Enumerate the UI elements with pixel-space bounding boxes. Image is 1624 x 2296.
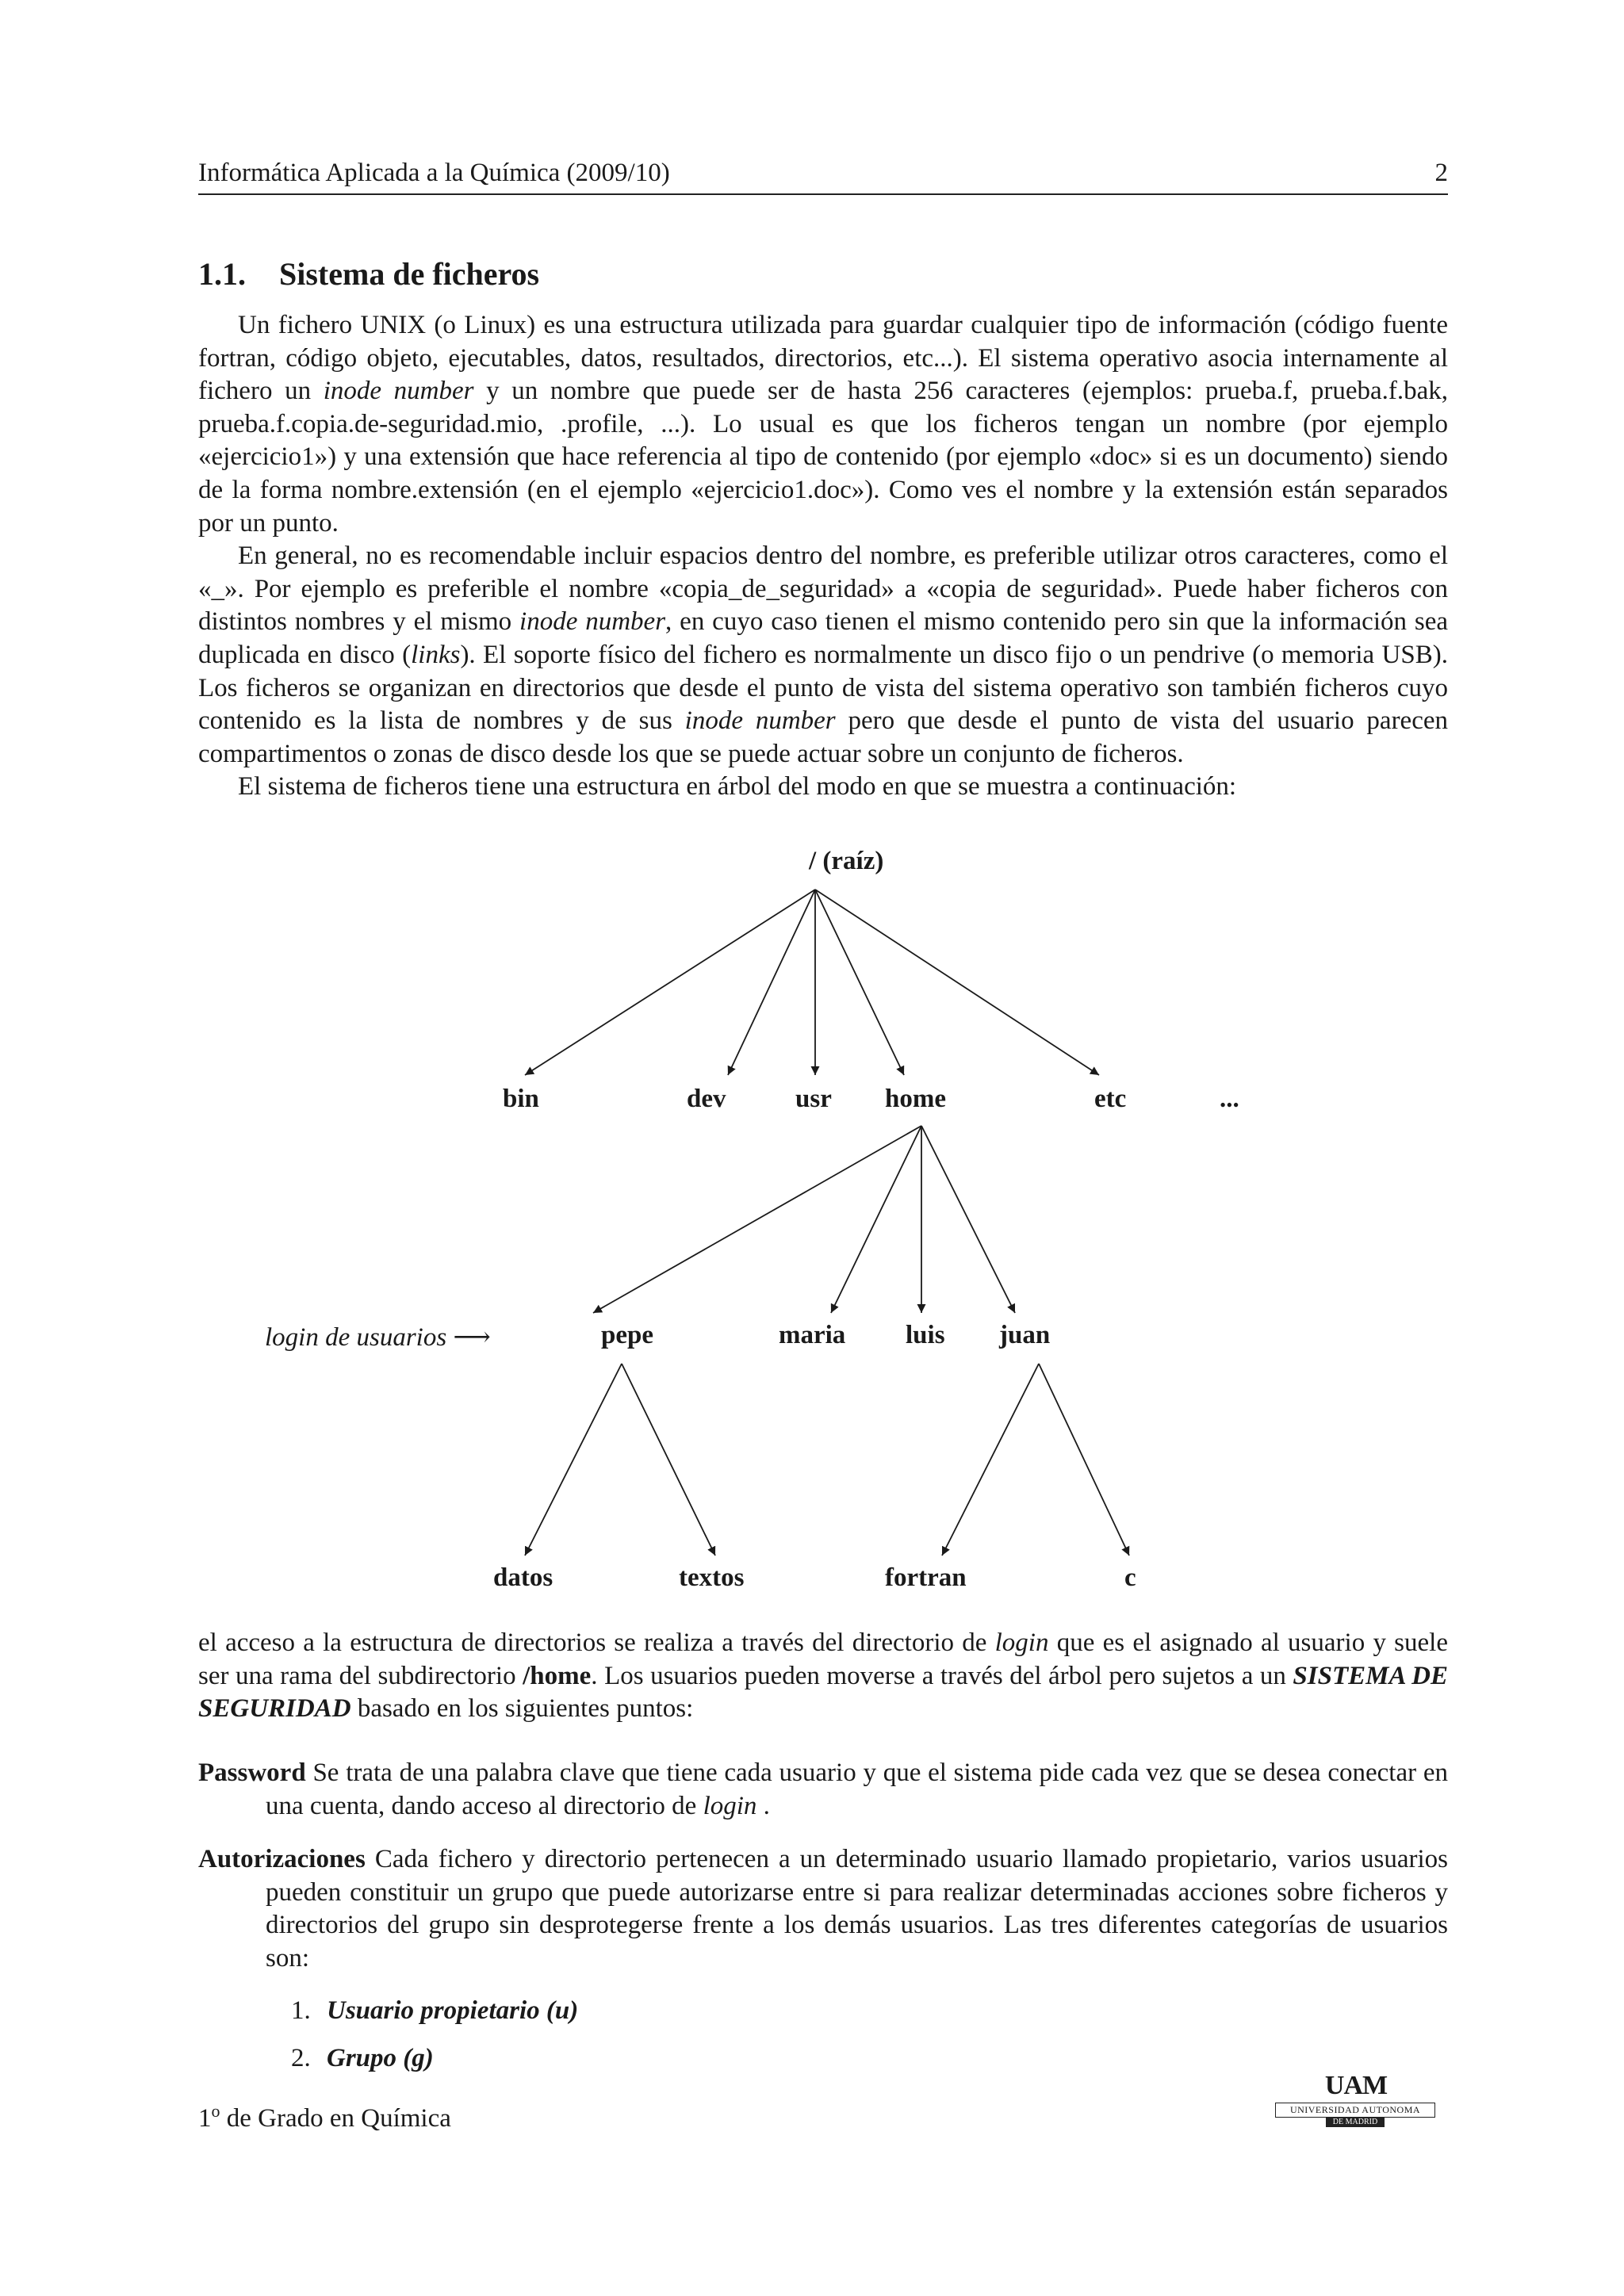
edge-home-pepe <box>593 1126 921 1313</box>
node-etc: etc <box>1094 1085 1127 1113</box>
logo-line-1: UNIVERSIDAD AUTONOMA <box>1275 2103 1435 2118</box>
term-autorizaciones: Autorizaciones <box>198 1845 366 1873</box>
edge-juan-c <box>1039 1364 1129 1556</box>
definition-item <box>198 1843 1448 1975</box>
node-home: home <box>885 1085 946 1113</box>
p4-text-a: el acceso a la estructura de directorios se realiza a través del directorio de <box>198 1628 995 1657</box>
tree-edges <box>0 825 1624 1601</box>
page-footer <box>198 2101 451 2133</box>
paragraph-4 <box>198 1627 1448 1726</box>
logo-mark: UAM <box>1324 2071 1388 2100</box>
footer-text: de Grado en Química <box>220 2104 451 2133</box>
p2-emphasis-3: inode number <box>684 706 836 736</box>
p2-emphasis-1: inode number <box>519 607 666 637</box>
page-header <box>198 155 1448 195</box>
p1-text-a: Un fichero UNIX (o Linux) es una estructura utilizada para guardar cualquier tipo de información (código fuente fortran, código objeto, ejecutables, datos, resultados, directorios, etc...). El sistema operativo asocia internamente al fichero un <box>198 311 1448 406</box>
node-dev: dev <box>687 1085 726 1113</box>
p4-text-d: basado en los siguientes puntos: <box>350 1694 694 1724</box>
p2-text-a: En general, no es recomendable incluir espacios dentro del nombre, es preferible utilizar otros caracteres, como el «_». Por ejemplo es preferible el nombre «copia_de_seguridad» a «copia de seguridad». Puede haber ficheros con distintos nombres y el mismo <box>198 541 1448 637</box>
arrow-right-icon: ⟶ <box>453 1323 491 1352</box>
definition-item <box>198 1757 1448 1823</box>
node-pepe: pepe <box>601 1321 653 1349</box>
logo-line-2: DE MADRID <box>1326 2117 1385 2127</box>
edge-pepe-textos <box>622 1364 715 1556</box>
p1-emphasis: inode number <box>323 377 474 406</box>
section-title: Sistema de ficheros <box>279 256 540 292</box>
node-fortran: fortran <box>885 1563 967 1592</box>
edge-home-juan <box>921 1126 1015 1313</box>
p4-emphasis: login <box>994 1628 1049 1657</box>
list-label: Grupo (g) <box>327 2044 434 2072</box>
after-tree-text <box>198 1627 1448 1726</box>
list-item <box>291 1995 578 2042</box>
node-c: c <box>1124 1563 1136 1592</box>
p2-text-b: , en cuyo caso tienen el mismo contenido pero sin que la información sea duplicada en disco ( <box>198 607 1448 669</box>
paragraph-2 <box>198 540 1448 771</box>
list-number: 2. <box>291 2044 311 2072</box>
p4-strong-security: SISTEMA DE SEGURIDAD <box>198 1661 1449 1724</box>
header-title: Informática Aplicada a la Química (2009/10) <box>198 159 670 187</box>
password-text-b: . <box>756 1791 770 1820</box>
page-number: 2 <box>1434 159 1448 187</box>
edge-juan-fortran <box>942 1364 1039 1556</box>
node-luis: luis <box>906 1321 945 1349</box>
node-root: / (raíz) <box>809 847 884 875</box>
edge-root-home <box>815 890 904 1075</box>
node-bin: bin <box>503 1085 539 1113</box>
login-users-label <box>265 1321 491 1353</box>
paragraph-1 <box>198 309 1448 540</box>
paragraph-3: El sistema de ficheros tiene una estructura en árbol del modo en que se muestra a continuación: <box>238 772 1237 802</box>
node-maria: maria <box>779 1321 846 1349</box>
p1-text-b: y un nombre que puede ser de hasta 256 caracteres (ejemplos: prueba.f, prueba.f.bak, prueba.f.copia.de-seguridad.mio, .profile, ...). Lo usual es que los ficheros tengan un nombre (por ejemplo «ejercicio1») y una extensión que hace referencia al tipo de contenido (por ejemplo «doc» si es un documento) siendo de la forma nombre.extensión (en el ejemplo «ejercicio1.doc»). Como ves el nombre y la extensión están separados por un punto. <box>198 377 1449 538</box>
p4-text-b: que es el asignado al usuario y suele ser una rama del subdirectorio <box>198 1628 1448 1690</box>
footer-superscript: o <box>211 2101 220 2121</box>
user-categories-list <box>291 1995 578 2090</box>
edge-home-maria <box>831 1126 921 1313</box>
p2-text-d: pero que desde el punto de vista del usuario parecen compartimentos o zonas de disco desde los que se puede actuar sobre un conjunto de ficheros. <box>198 706 1448 768</box>
list-number: 1. <box>291 1996 311 2025</box>
directory-tree-diagram <box>0 825 1624 1601</box>
list-item <box>291 2042 578 2090</box>
list-label: Usuario propietario (u) <box>327 1996 579 2025</box>
footer-number: 1 <box>198 2104 212 2133</box>
p2-text-c: ). El soporte físico del fichero es normalmente un disco fijo o un pendrive (o memoria USB). Los ficheros se organizan en directorios que desde el punto de vista del sistema operativo son también ficheros cuyo contenido es la lista de nombres y de sus <box>198 640 1448 736</box>
node-more: ... <box>1220 1085 1239 1113</box>
p4-text-c: . Los usuarios pueden moverse a través del árbol pero sujetos a un <box>591 1661 1293 1690</box>
node-textos: textos <box>679 1563 745 1592</box>
password-text-a: Se trata de una palabra clave que tiene cada usuario y que el sistema pide cada vez que se desea conectar en una cuenta, dando acceso al directorio de <box>266 1758 1449 1820</box>
section-heading <box>198 255 539 293</box>
autorizaciones-text: Cada fichero y directorio pertenecen a un determinado usuario llamado propietario, varios usuarios pueden constituir un grupo que puede autorizarse entre si para realizar determinadas acciones sobre ficheros y directorios del grupo sin desprotegerse frente a los demás usuarios. Las tres diferentes categorías de usuarios son: <box>266 1845 1449 1973</box>
edge-pepe-datos <box>525 1364 622 1556</box>
intro-text <box>198 309 1448 804</box>
p4-strong-home: /home <box>523 1661 592 1690</box>
edge-root-etc <box>815 890 1099 1075</box>
definition-password <box>198 1757 1448 1823</box>
uam-logo <box>1269 2071 1443 2126</box>
node-datos: datos <box>493 1563 553 1592</box>
p2-emphasis-2: links <box>411 640 461 669</box>
term-password: Password <box>198 1758 306 1787</box>
node-usr: usr <box>795 1085 832 1113</box>
node-juan: juan <box>999 1321 1051 1349</box>
definition-autorizaciones <box>198 1843 1448 1975</box>
login-users-text: login de usuarios <box>265 1323 447 1352</box>
password-emphasis: login <box>703 1791 757 1820</box>
section-number: 1.1. <box>198 256 246 292</box>
